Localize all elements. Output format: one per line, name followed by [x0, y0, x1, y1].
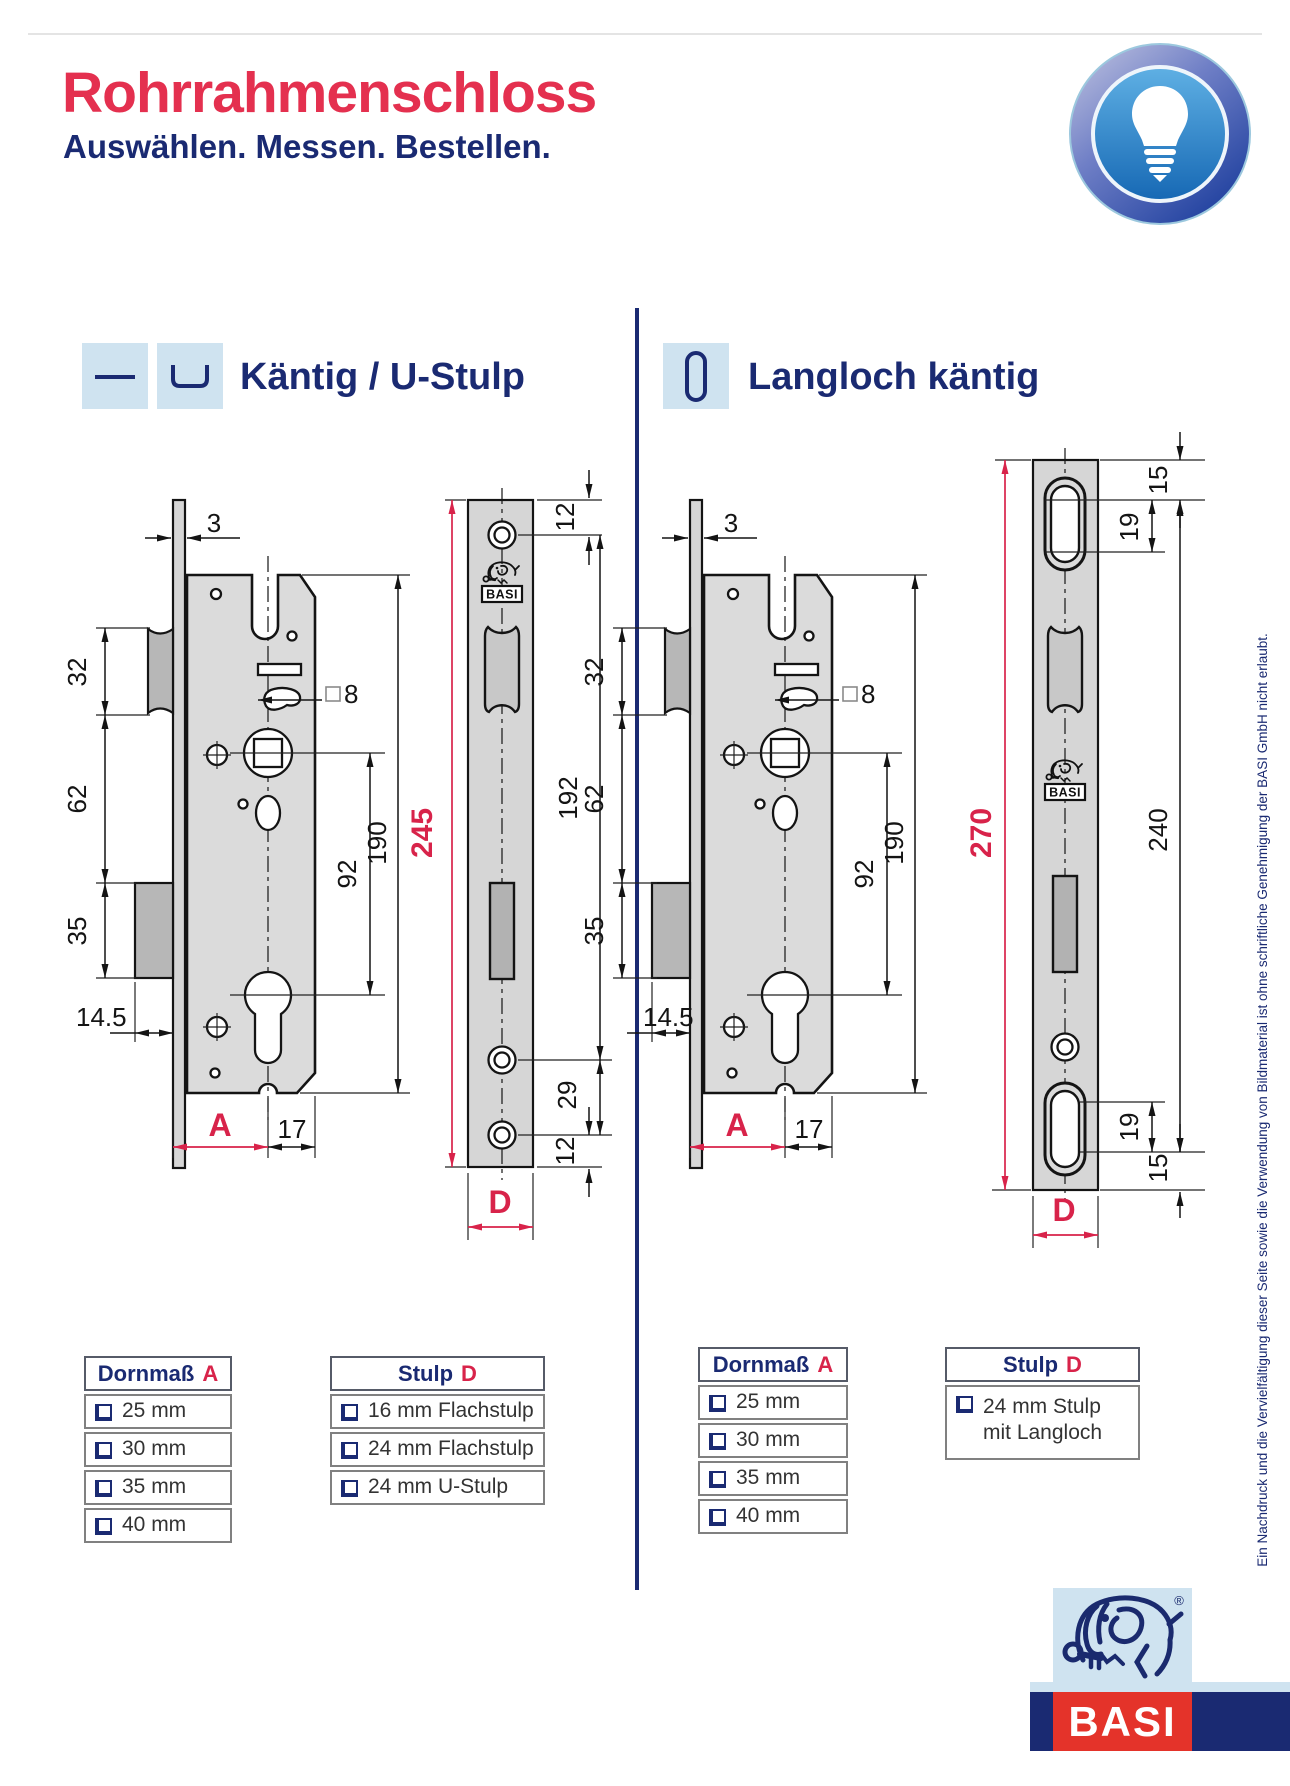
dim-label: 12 — [550, 502, 580, 532]
dim-label: 17 — [794, 1114, 824, 1144]
dim-label: D — [1052, 1192, 1076, 1228]
dim-label: 17 — [277, 1114, 307, 1144]
section-left-title: Käntig / U-Stulp — [240, 356, 525, 398]
checkbox-icon — [95, 1442, 112, 1459]
checkbox-icon — [341, 1442, 358, 1459]
checkbox-icon — [709, 1471, 726, 1488]
left-lock-side-view — [62, 500, 410, 1168]
table-accent: D — [461, 1360, 477, 1386]
dim-label: 32 — [579, 657, 609, 687]
checkbox-icon — [709, 1433, 726, 1450]
right-lock-side-view — [579, 500, 927, 1168]
dim-label: A — [725, 1107, 749, 1143]
dim-label: 8 — [861, 679, 876, 709]
dim-label: 192 — [553, 776, 583, 820]
dim-label: 190 — [879, 821, 909, 865]
option-row: 25 mm — [698, 1385, 848, 1420]
table-title: Stulp — [1003, 1351, 1059, 1377]
section-right-title: Langloch käntig — [748, 356, 1040, 398]
checkbox-icon — [341, 1480, 358, 1497]
table-stulp-left — [330, 1356, 545, 1505]
registered-mark: ® — [1174, 1593, 1184, 1608]
dim-label: 8 — [344, 679, 359, 709]
dim-label: 32 — [62, 657, 92, 687]
dim-label: 15 — [1143, 1153, 1173, 1183]
page-subtitle: Auswählen. Messen. Bestellen. — [63, 128, 551, 165]
dim-label: 12 — [550, 1136, 580, 1166]
table-dornmass-left — [84, 1356, 232, 1543]
checkbox-icon — [709, 1395, 726, 1412]
option-row: 16 mm Flachstulp — [330, 1394, 545, 1429]
checkbox-icon — [341, 1404, 358, 1421]
dim-label: 245 — [406, 807, 439, 859]
dim-label: 92 — [849, 859, 879, 889]
option-row: 30 mm — [84, 1432, 232, 1467]
table-title: Dornmaß — [712, 1351, 810, 1377]
table-stulp-right — [945, 1347, 1140, 1460]
table-header — [84, 1356, 232, 1391]
dim-label: 14.5 — [643, 1002, 694, 1032]
dim-label: D — [488, 1184, 512, 1220]
left-faceplate-front-view — [406, 470, 612, 1240]
dim-label: 35 — [579, 916, 609, 946]
option-row: 35 mm — [84, 1470, 232, 1505]
page-title: Rohrrahmenschloss — [62, 61, 597, 125]
option-row: 30 mm — [698, 1423, 848, 1458]
table-title: Dornmaß — [97, 1360, 195, 1386]
checkbox-icon — [95, 1480, 112, 1497]
option-row: 40 mm — [698, 1499, 848, 1534]
copyright-text: Ein Nachdruck und die Vervielfältigung dieser Seite sowie die Verwendung von Bildmaterial ist ohne schriftliche Genehmigung der BASI GmbH nicht erlaubt. — [1255, 633, 1270, 1567]
table-dornmass-right — [698, 1347, 848, 1534]
mini-basi-logo: BASI — [486, 587, 518, 602]
dim-label: 62 — [579, 784, 609, 814]
dim-label: 3 — [206, 508, 222, 538]
dim-label: A — [208, 1107, 232, 1143]
option-row: 24 mm U-Stulp — [330, 1470, 545, 1505]
mini-basi-logo: BASI — [1049, 785, 1081, 800]
table-accent: D — [1066, 1351, 1082, 1377]
dim-label: 35 — [62, 916, 92, 946]
dim-label: 29 — [552, 1080, 582, 1110]
dim-label: 240 — [1143, 808, 1173, 852]
table-accent: A — [202, 1360, 219, 1386]
option-row: 40 mm — [84, 1508, 232, 1543]
dim-label: 19 — [1114, 512, 1144, 542]
dim-label: 3 — [723, 508, 739, 538]
basi-wordmark: BASI — [1053, 1692, 1192, 1751]
dim-label: 270 — [965, 807, 998, 859]
dim-label: 14.5 — [76, 1002, 127, 1032]
checkbox-icon — [95, 1404, 112, 1421]
right-faceplate-front-view — [965, 432, 1205, 1248]
option-row: 24 mm Flachstulp — [330, 1432, 545, 1467]
dim-label: 15 — [1143, 465, 1173, 495]
checkbox-icon — [956, 1396, 973, 1413]
dim-label: 92 — [332, 859, 362, 889]
table-header — [330, 1356, 545, 1391]
option-row: 24 mm Stulp mit Langloch — [945, 1385, 1140, 1460]
checkbox-icon — [709, 1509, 726, 1526]
table-header — [945, 1347, 1140, 1382]
table-accent: A — [817, 1351, 834, 1377]
basi-elephant-logo — [1053, 1588, 1192, 1692]
dim-label: 190 — [362, 821, 392, 865]
checkbox-icon — [95, 1518, 112, 1535]
option-row: 35 mm — [698, 1461, 848, 1496]
table-title: Stulp — [398, 1360, 454, 1386]
table-header — [698, 1347, 848, 1382]
option-row: 25 mm — [84, 1394, 232, 1429]
dim-label: 62 — [62, 784, 92, 814]
dim-label: 19 — [1114, 1112, 1144, 1142]
